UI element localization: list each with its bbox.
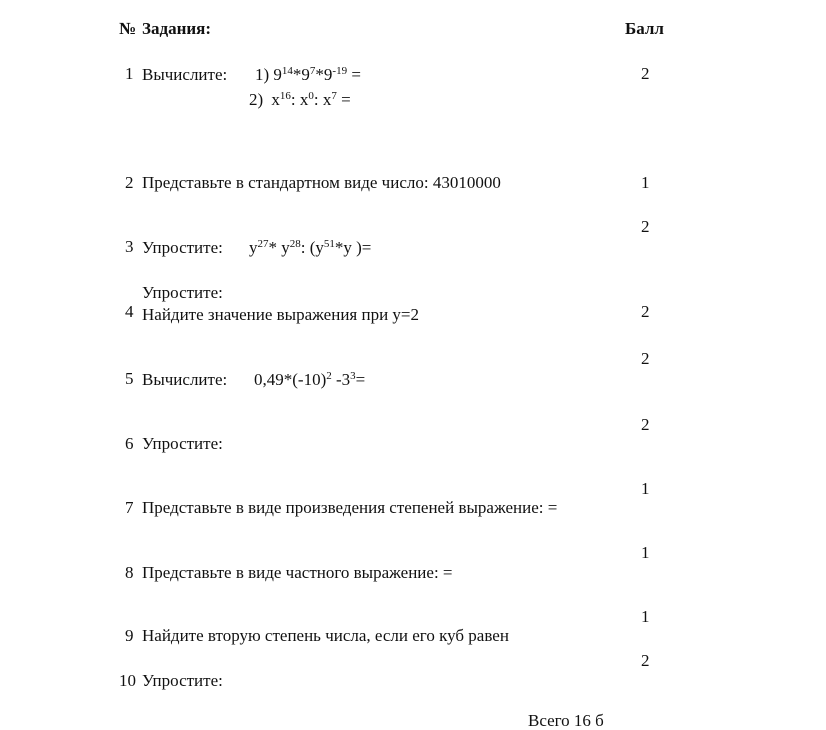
task-6-score: 2 [641, 415, 650, 434]
task-9-text: Найдите вторую степень числа, если его куб равен [142, 626, 509, 645]
task-5-text: Вычислите: [142, 370, 228, 389]
task-9-number: 9 [125, 626, 134, 645]
task-8-number: 8 [125, 563, 134, 582]
task-3-text: Упростите: [142, 238, 223, 257]
task-9-score: 1 [641, 607, 650, 626]
task-1-part2-label: 2) [249, 90, 264, 109]
task-7-text: Представьте в виде произведения степеней выражение: = [142, 498, 558, 517]
task-4-line2: Найдите значение выражения при y=2 [142, 305, 420, 324]
task-1-text: Вычислите: [142, 65, 228, 84]
task-2-number: 2 [125, 173, 134, 192]
task-10-score: 2 [641, 651, 650, 670]
task-7-number: 7 [125, 498, 134, 517]
score-column-header: Балл [625, 19, 664, 38]
task-1-part1 [255, 66, 361, 83]
task-1-part1-expr: $9^{14}*9^7*9^{-19}$ = [273, 65, 361, 84]
tasks-column-header: Задания: [142, 19, 212, 38]
task-3-score: 2 [641, 217, 650, 236]
task-8-text: Представьте в виде частного выражение: = [142, 563, 453, 582]
task-1-part2 [249, 91, 351, 108]
task-4-number: 4 [125, 302, 134, 321]
task-10-number: 10 [119, 671, 136, 690]
task-6-text: Упростите: [142, 434, 223, 453]
task-2-score: 1 [641, 173, 650, 192]
task-7-score: 1 [641, 479, 650, 498]
number-column-header: № [119, 19, 137, 38]
task-6-number: 6 [125, 434, 134, 453]
task-5-score: 2 [641, 349, 650, 368]
total-score-footer: Всего 16 б [528, 711, 604, 730]
task-2-text: Представьте в стандартном виде число: 43010000 [142, 173, 501, 192]
task-3-number: 3 [125, 237, 134, 256]
task-1-part2-expr: $x^{16}$: $x^0$: $x^7$ = [271, 90, 351, 109]
task-1-score: 2 [641, 64, 650, 83]
task-8-score: 1 [641, 543, 650, 562]
task-5-number: 5 [125, 369, 134, 388]
task-3-expr: $y^{27}*$ $y^{28}$: ($y^{51}*y$ )= [249, 238, 372, 257]
task-1-part1-label: 1) [255, 65, 270, 84]
task-4-line1: Упростите: [142, 283, 223, 302]
task-5-expr: $0,49*(-10)^2$ $-3^3=$ [254, 370, 366, 389]
task-4-score: 2 [641, 302, 650, 321]
task-10-text: Упростите: [142, 671, 223, 690]
task-1-number: 1 [125, 64, 134, 83]
